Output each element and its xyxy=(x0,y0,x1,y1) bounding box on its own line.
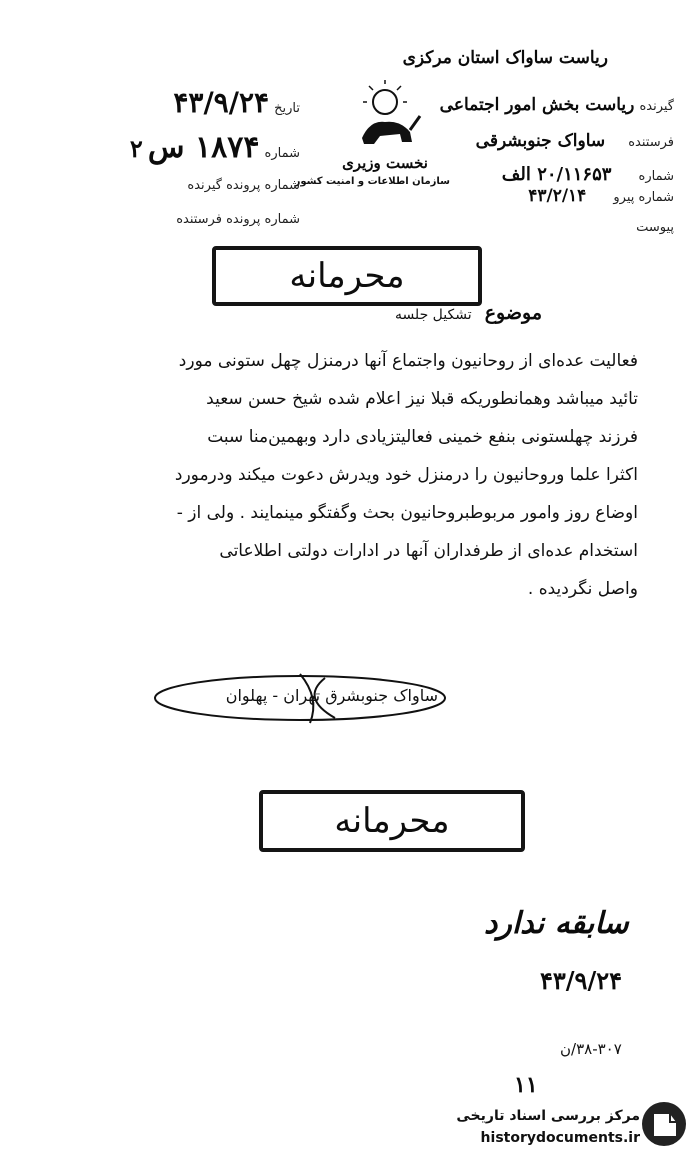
date-label: تاریخ xyxy=(274,101,300,116)
recipient-label: گیرنده xyxy=(639,99,674,114)
sender-row xyxy=(476,131,674,151)
recipient-value: ریاست بخش امور اجتماعی xyxy=(439,95,635,115)
lion-and-sun-icon xyxy=(330,80,440,150)
body-line: واصل نگردیده . xyxy=(527,579,638,599)
body-line: استخدام عده‌ای از طرفداران آنها در ادارات دولتی اطلاعاتی xyxy=(219,541,638,561)
date-row xyxy=(60,86,300,119)
date-value: ۴۳/۹/۲۴ xyxy=(173,86,270,119)
watermark-logo-icon xyxy=(640,1100,688,1148)
body-line: اوضاع روز وامور مربوطبروحانیون بحث وگفتگو مینمایند . ولی از - xyxy=(176,503,638,523)
number-row xyxy=(502,164,674,185)
left-number-suffix: ۲ xyxy=(129,134,143,163)
signature-area xyxy=(150,668,450,738)
sender-label: فرستنده xyxy=(628,135,674,150)
emblem xyxy=(294,80,450,240)
handwritten-note: سابقه ندارد xyxy=(484,906,629,941)
handwritten-date: ۴۳/۹/۲۴ xyxy=(540,966,622,995)
attachment-label: پیوست xyxy=(636,220,674,235)
body-line: اکثرا علما وروحانیون را درمنزل خود ویدرش دعوت میکند ودرمورد xyxy=(174,465,638,485)
body-line: فعالیت عده‌ای از روحانیون واجتماع آنها درمنزل چهل ستونی مورد xyxy=(178,351,638,371)
signature-text: ساواک جنوبشرق تهران - پهلوان xyxy=(225,686,438,705)
page-mark: ۱۱ xyxy=(514,1072,538,1098)
subject-row xyxy=(395,302,542,324)
send-file-label: شماره پرونده فرستنده xyxy=(176,212,300,227)
body-line: فرزند چهلستونی بنفع خمینی فعالیتزیادی دارد وبهمین‌منا سبت xyxy=(207,427,638,447)
ref-label: شماره پیرو xyxy=(613,190,674,205)
ref-value: ۴۳/۲/۱۴ xyxy=(528,186,587,206)
left-number-label: شماره xyxy=(264,146,300,161)
watermark-name: مرکز بررسی اسناد تاریخی xyxy=(456,1108,640,1124)
org-line: ریاست ساواک استان مرکزی xyxy=(402,48,608,68)
ref-row xyxy=(528,186,674,206)
number-value: ۲۰/۱۱۶۵۳ الف xyxy=(501,164,612,185)
sender-value: ساواک جنوبشرقی xyxy=(475,131,606,151)
left-number-row xyxy=(40,130,300,165)
left-number-value: ۱۸۷۴ س xyxy=(147,130,260,165)
emblem-caption-1: نخست وزیری xyxy=(342,154,428,172)
subject-value: تشکیل جلسه xyxy=(394,307,472,323)
emblem-caption-2: سازمان اطلاعات و امنیت کشور xyxy=(294,176,450,187)
watermark-url: historydocuments.ir xyxy=(480,1130,640,1146)
subject-label: موضوع xyxy=(484,302,542,324)
file-code: ۳۸-۳۰۷/ن xyxy=(560,1040,622,1058)
recipient-row xyxy=(440,95,674,115)
number-label: شماره xyxy=(638,169,674,184)
recv-file-label: شماره پرونده گیرنده xyxy=(187,178,300,193)
body-text xyxy=(48,342,638,608)
body-line: تائید میباشد وهمانطوریکه قبلا نیز اعلام شده شیخ حسن سعید xyxy=(206,389,638,409)
classification-stamp-bottom: محرمانه xyxy=(259,790,525,852)
classification-stamp-top: محرمانه xyxy=(212,246,482,306)
